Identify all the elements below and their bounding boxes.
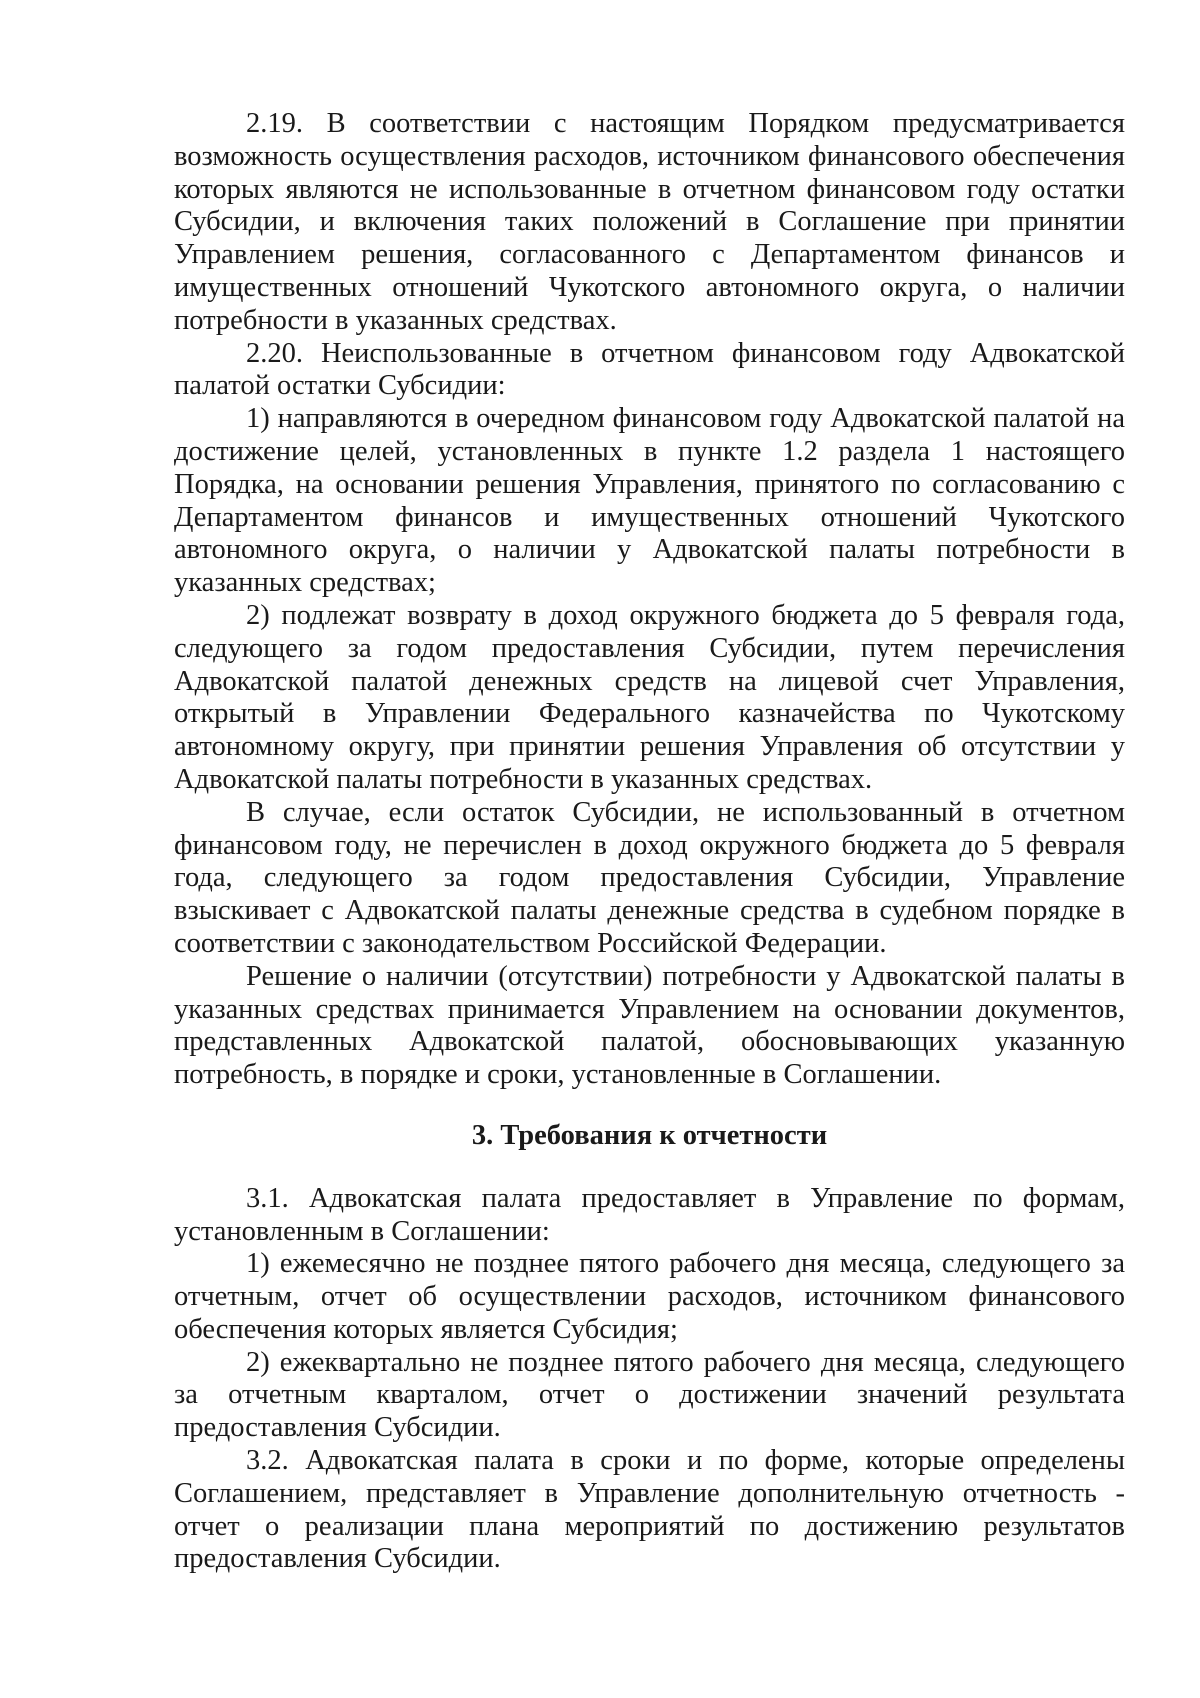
paragraph-2-20-item-2: 2) подлежат возврату в доход окружного бюджета до 5 февраля года, следующего за годом предоставления Субсидии, путем перечисления Адвокатской палатой денежных средств на лицевой счет Управления, открытый в Управлении Федерального казначейства по Чукотскому автономному округу, при принятии решения Управления об отсутствии у Адвокатской палаты потребности в указанных средствах. <box>174 599 1125 795</box>
paragraph-3-1-item-2: 2) ежеквартально не позднее пятого рабочего дня месяца, следующего за отчетным кварталом, отчет о достижении значений результата предоставления Субсидии. <box>174 1346 1125 1444</box>
paragraph-3-1-item-1: 1) ежемесячно не позднее пятого рабочего дня месяца, следующего за отчетным, отчет об осуществлении расходов, источником финансового обеспечения которых является Субсидия; <box>174 1248 1125 1345</box>
paragraph-2-19: 2.19. В соответствии с настоящим Порядком предусматривается возможность осуществления расходов, источником финансового обеспечения которых являются не использованные в отчетном финансовом году остатки Субсидии, и включения таких положений в Соглашение при принятии Управлением решения, согласованного с Департаментом финансов и имущественных отношений Чукотского автономного округа, о наличии потребности в указанных средствах. <box>174 108 1125 336</box>
paragraph-decision: Решение о наличии (отсутствии) потребности у Адвокатской палаты в указанных средствах принимается Управлением на основании документов, представленных Адвокатской палатой, обосновывающих указанную потребность, в порядке и сроки, установленные в Соглашении. <box>174 960 1125 1091</box>
document-page <box>174 108 1125 1576</box>
paragraph-3-1: 3.1. Адвокатская палата предоставляет в Управление по формам, установленным в Соглашении: <box>174 1182 1125 1247</box>
paragraph-3-2: 3.2. Адвокатская палата в сроки и по форме, которые определены Соглашением, представляет в Управление дополнительную отчетность - отчет о реализации плана мероприятий по достижению результатов предоставления Субсидии. <box>174 1445 1125 1575</box>
section-heading: 3. Требования к отчетности <box>471 1119 828 1151</box>
paragraph-2-20-item-1: 1) направляются в очередном финансовом году Адвокатской палатой на достижение целей, установленных в пункте 1.2 раздела 1 настоящего Порядка, на основании решения Управления, принятого по согласованию с Департаментом финансов и имущественных отношений Чукотского автономного округа, о наличии у Адвокатской палаты потребности в указанных средствах; <box>174 403 1125 599</box>
paragraph-2-20: 2.20. Неиспользованные в отчетном финансовом году Адвокатской палатой остатки Субсидии: <box>174 337 1125 402</box>
paragraph-recovery: В случае, если остаток Субсидии, не использованный в отчетном финансовом году, не перечислен в доход окружного бюджета до 5 февраля года, следующего за годом предоставления Субсидии, Управление взыскивает с Адвокатской палаты денежные средства в судебном порядке в соответствии с законодательством Российской Федерации. <box>174 796 1125 959</box>
